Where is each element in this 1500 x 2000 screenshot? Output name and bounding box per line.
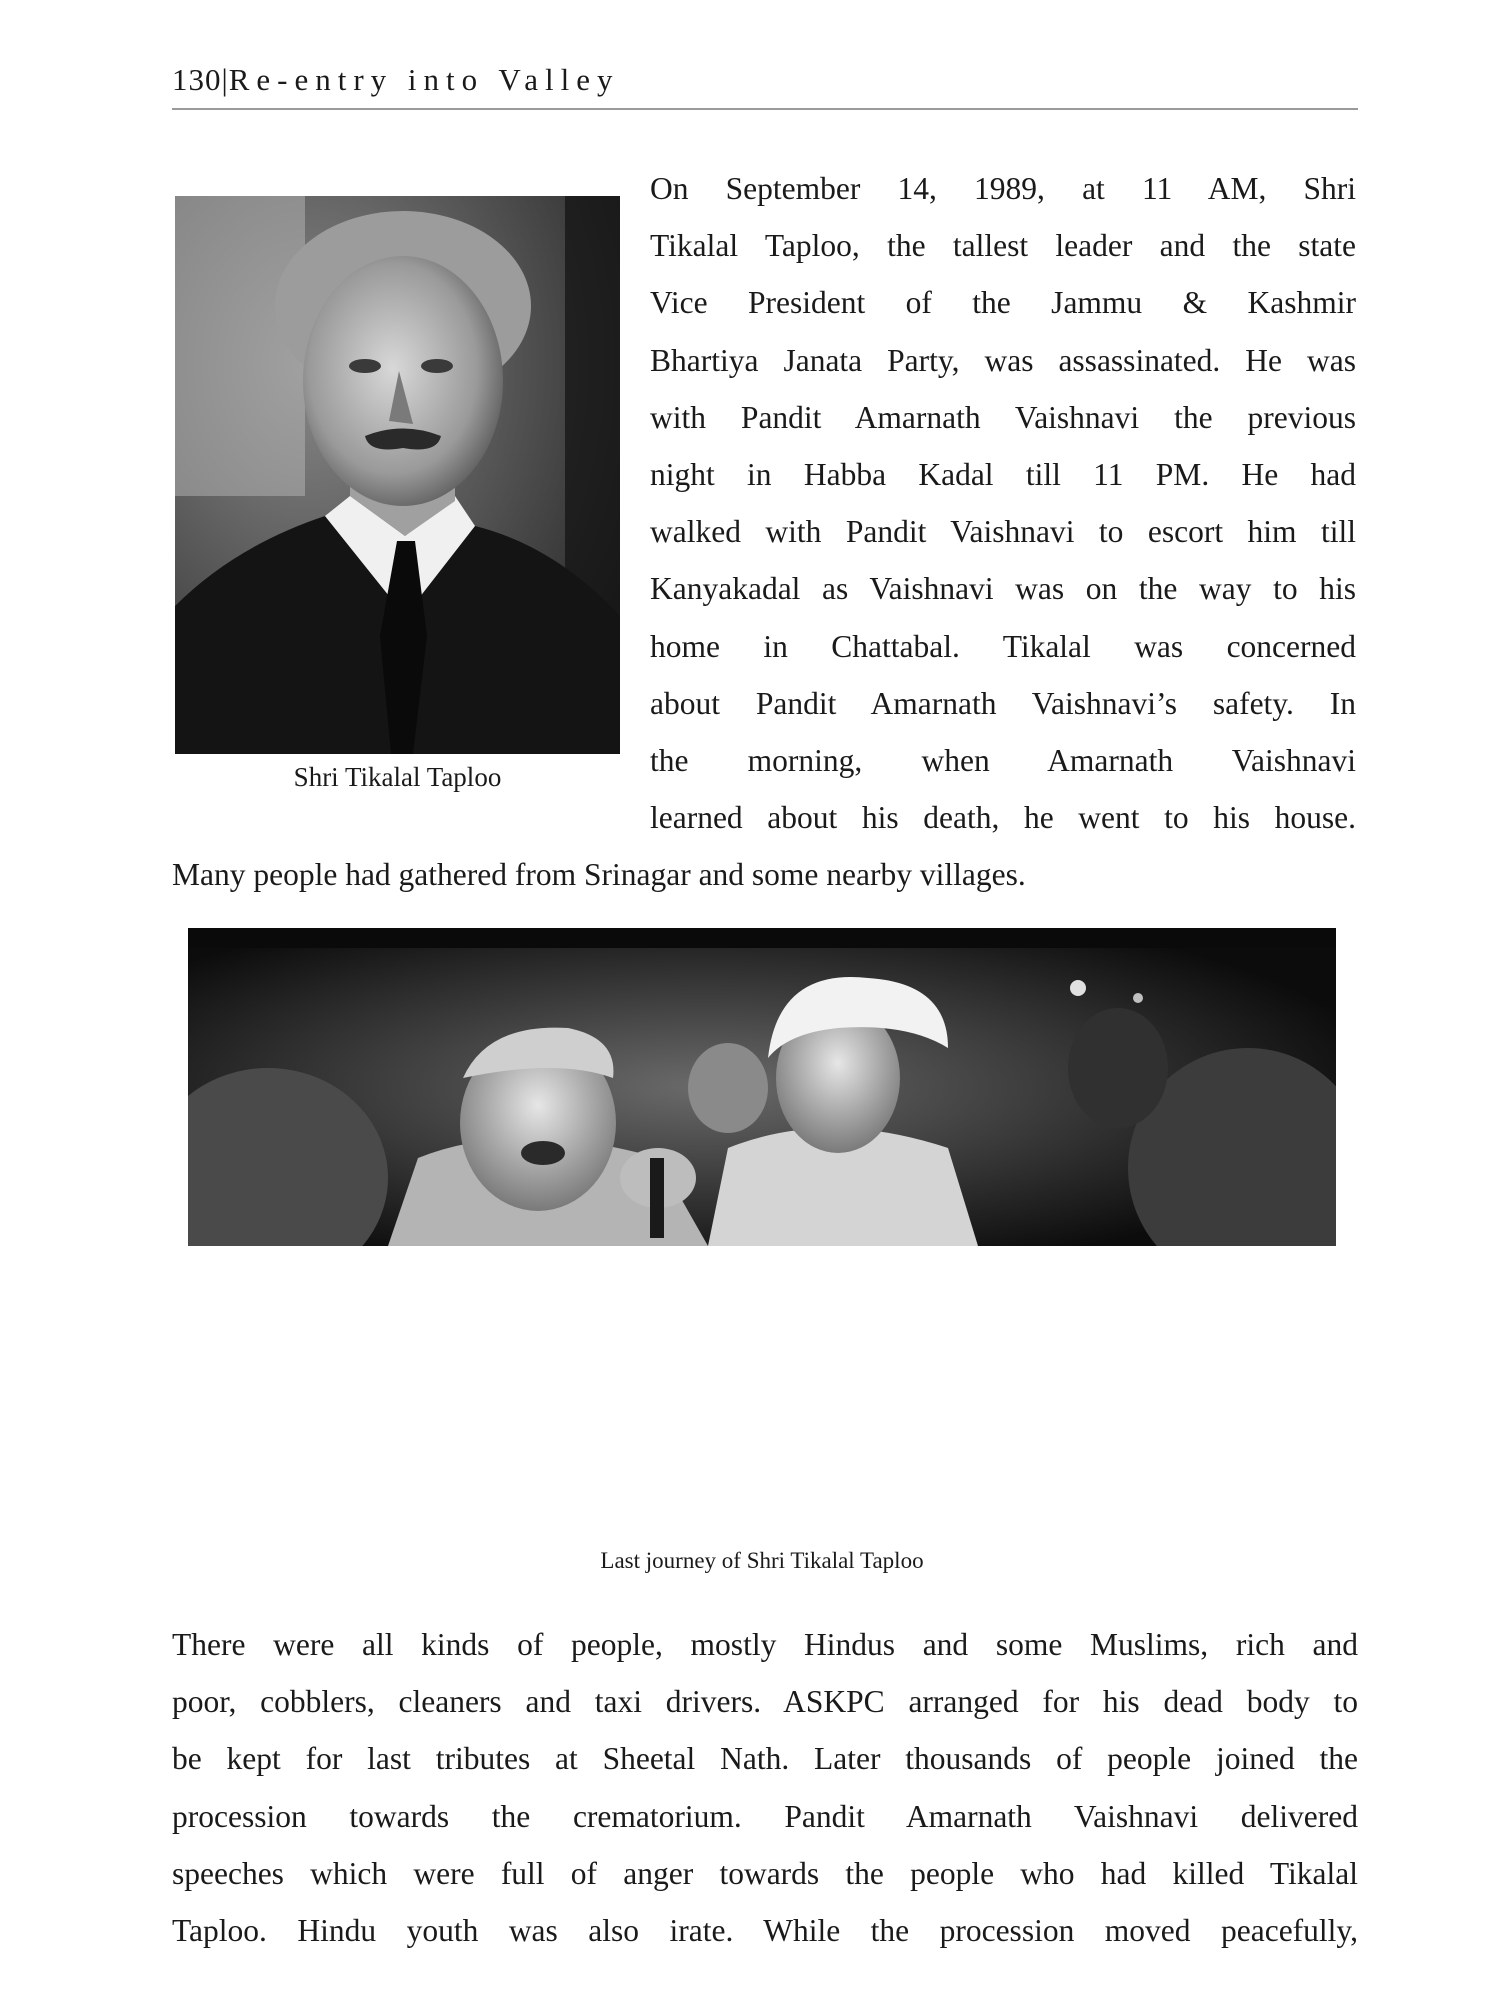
paragraph-1-line: about Pandit Amarnath Vaishnavi’s safety. In <box>650 685 1356 721</box>
paragraph-2-line: speeches which were full of anger towards the people who had killed Tikalal <box>172 1855 1358 1891</box>
page-number: 130 <box>172 62 222 97</box>
paragraph-2-line: Taploo. Hindu youth was also irate. While the procession moved peacefully, <box>172 1912 1358 1948</box>
procession-image <box>188 928 1336 1246</box>
paragraph-1-line: the morning, when Amarnath Vaishnavi <box>650 742 1356 778</box>
procession-caption: Last journey of Shri Tikalal Taploo <box>600 1548 924 1573</box>
paragraph-1-line: night in Habba Kadal till 11 PM. He had <box>650 456 1356 492</box>
page-header <box>172 62 620 98</box>
paragraph-2 <box>172 1616 1358 1959</box>
procession-photo <box>188 928 1336 1246</box>
paragraph-1-line: Many people had gathered from Srinagar and some nearby villages. <box>172 857 1026 892</box>
section-title: Re-entry into Valley <box>228 62 620 97</box>
paragraph-1-line: On September 14, 1989, at 11 AM, Shri <box>650 171 1356 206</box>
paragraph-1-line: Tikalal Taploo, the tallest leader and the state <box>650 228 1356 264</box>
portrait-photo <box>175 196 620 754</box>
paragraph-1-line: Kanyakadal as Vaishnavi was on the way to his <box>650 571 1356 607</box>
paragraph-1-line: with Pandit Amarnath Vaishnavi the previous <box>650 399 1356 435</box>
portrait-image <box>175 196 620 754</box>
header-separator: | <box>221 62 229 97</box>
paragraph-1-line: home in Chattabal. Tikalal was concerned <box>650 628 1356 664</box>
paragraph-1-continuation <box>172 846 1358 903</box>
paragraph-1 <box>650 160 1356 846</box>
paragraph-1-line: learned about his death, he went to his house. <box>650 800 1356 836</box>
paragraph-2-line: poor, cobblers, cleaners and taxi drivers. ASKPC arranged for his dead body to <box>172 1684 1358 1720</box>
header-rule <box>172 108 1358 110</box>
paragraph-2-line: be kept for last tributes at Sheetal Nath. Later thousands of people joined the <box>172 1741 1358 1777</box>
paragraph-2-line: There were all kinds of people, mostly Hindus and some Muslims, rich and <box>172 1627 1358 1662</box>
paragraph-2-line: procession towards the crematorium. Pandit Amarnath Vaishnavi delivered <box>172 1798 1358 1834</box>
portrait-caption: Shri Tikalal Taploo <box>293 762 502 792</box>
paragraph-1-line: walked with Pandit Vaishnavi to escort him till <box>650 514 1356 550</box>
paragraph-1-line: Bhartiya Janata Party, was assassinated. He was <box>650 342 1356 378</box>
paragraph-1-line: Vice President of the Jammu & Kashmir <box>650 285 1356 321</box>
